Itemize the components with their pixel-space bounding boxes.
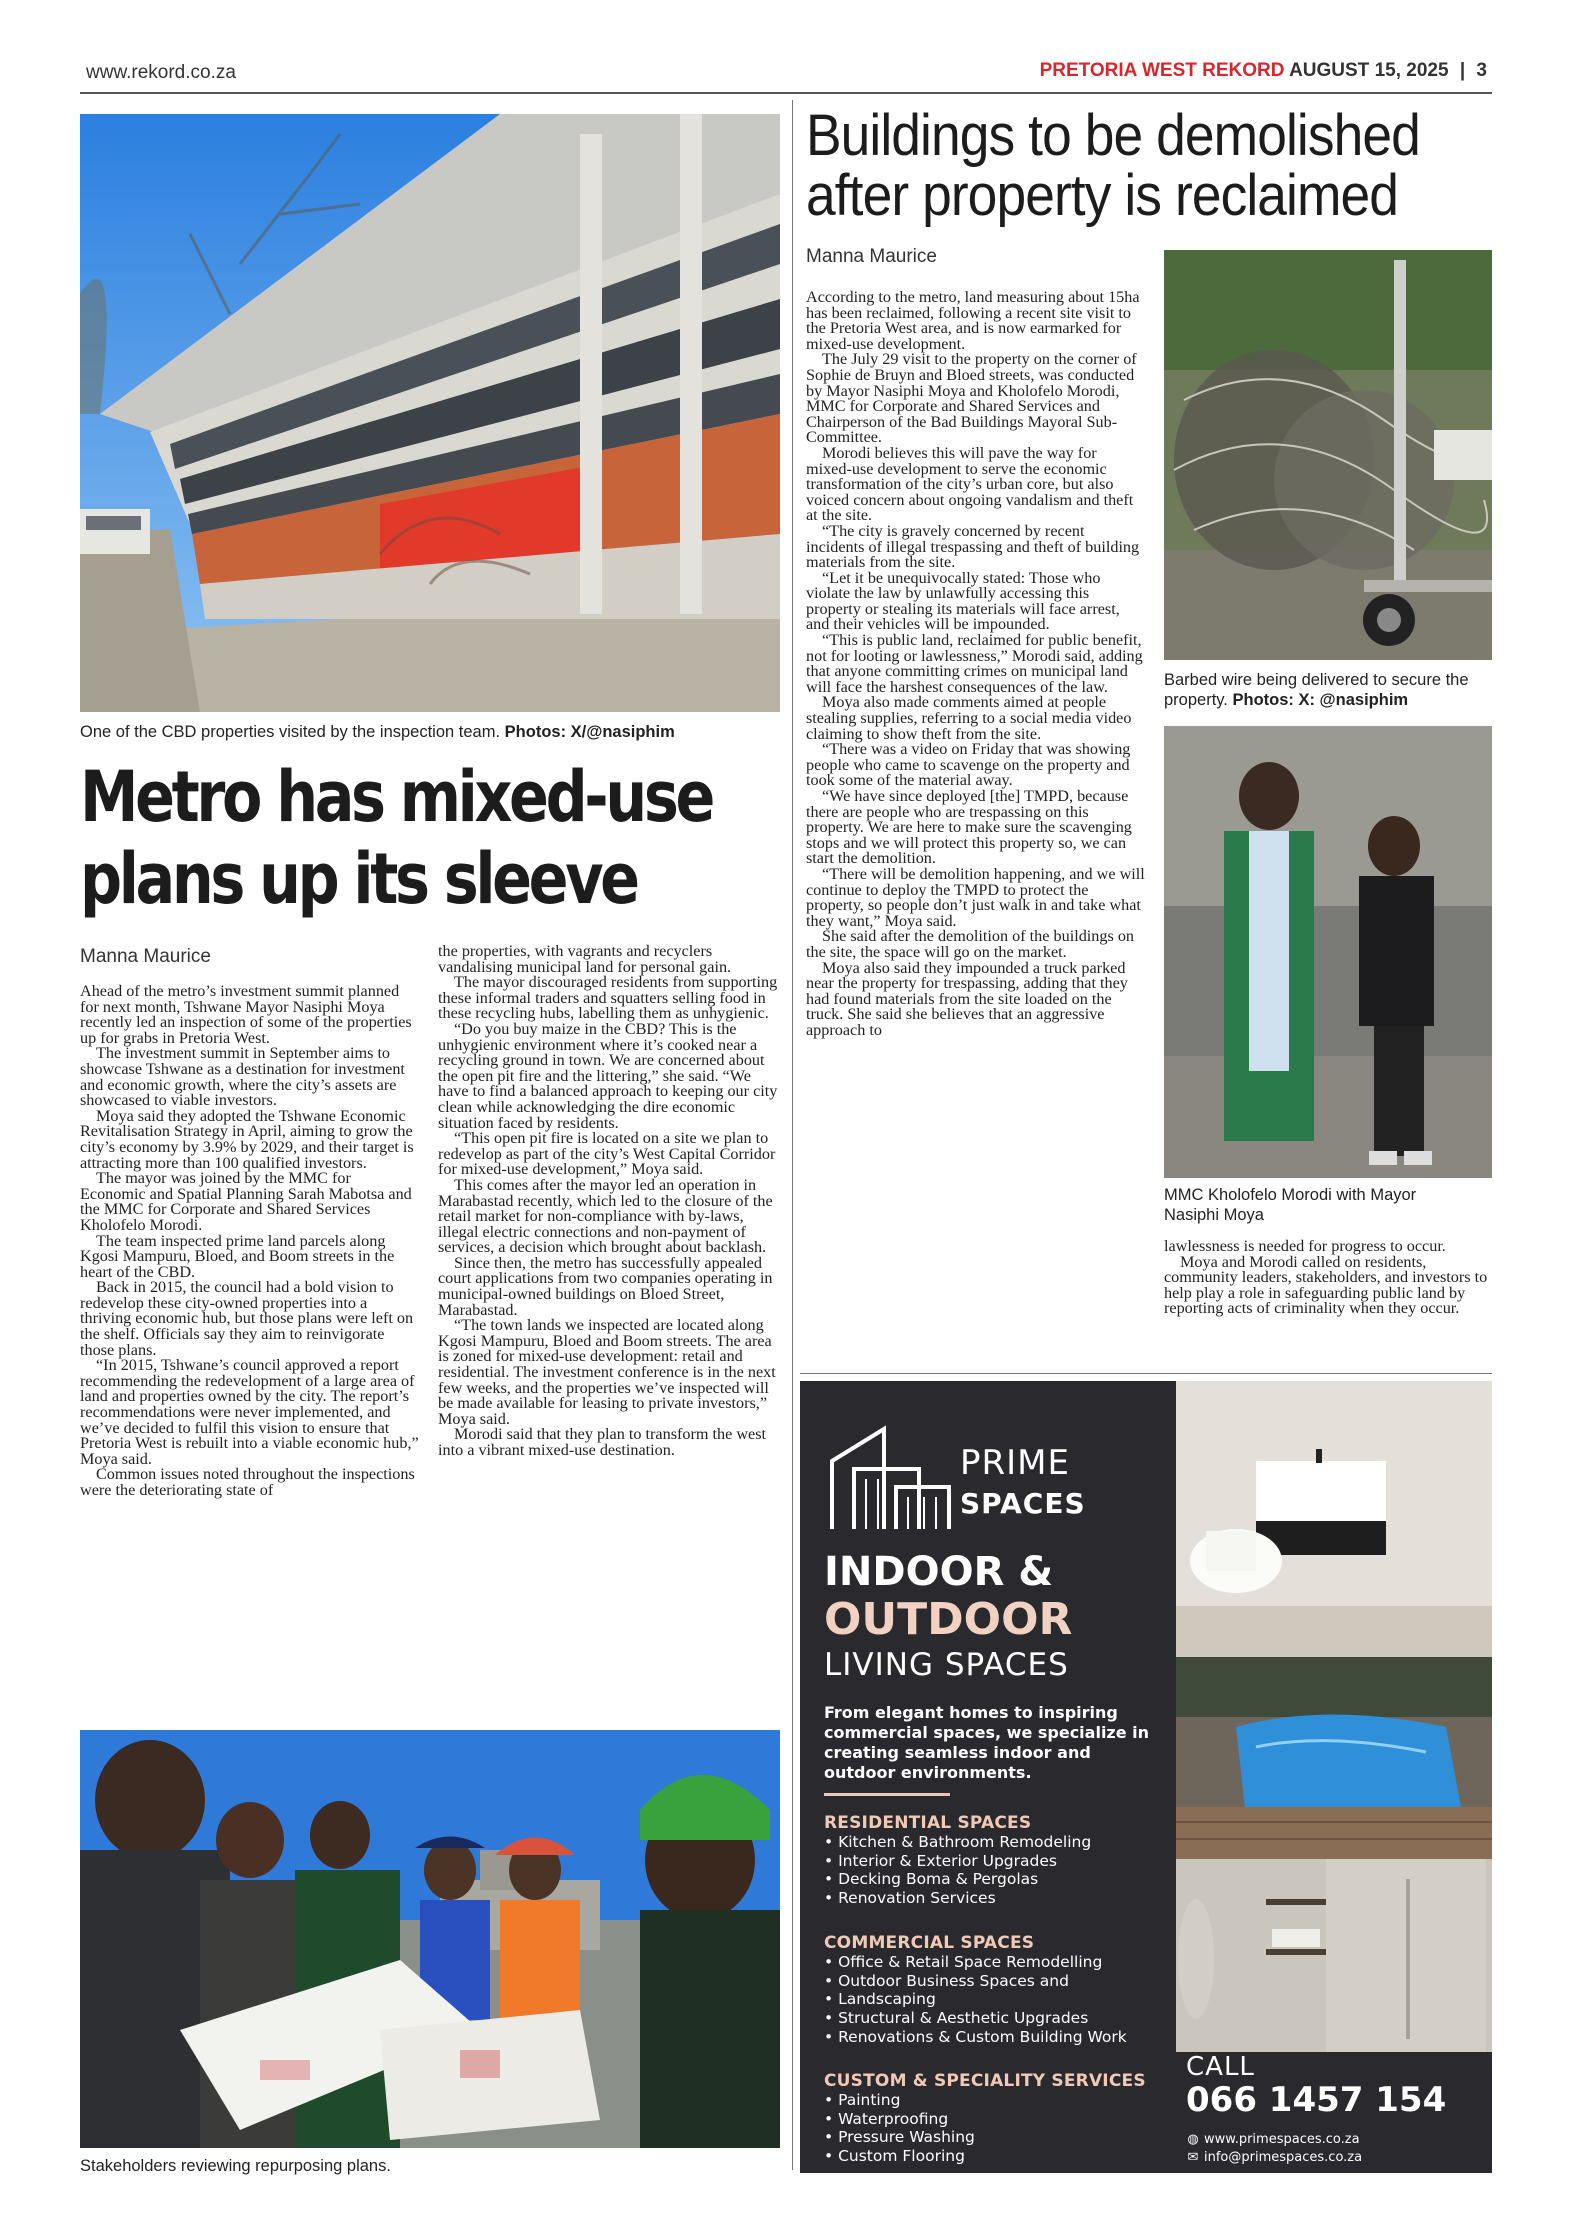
phone-number[interactable]: 066 1457 154 [1186,2080,1447,2120]
paragraph: Morodi believes this will pave the way for mixed-use development to serve the economic transformation of the city’s urban core, but also voiced concern about ongoing vandalism and theft at the site. [806,443,1134,525]
commercial-list [824,1953,1127,2047]
right-headline [806,103,1420,228]
publication-name: PRETORIA WEST REKORD [1039,60,1285,81]
left-headline-line2: plans up its sleeve [80,838,637,920]
header-separator: | [1459,60,1466,81]
barbed-wire-illustration [1164,250,1492,660]
paragraph: “Do you buy maize in the CBD? This is the unhygienic environment where it’s cooked near a recycling ground in town. We are concerned about the open pit fire and the littering,” she said. “We have to find a balanced approach to keeping our city clean while acknowledging the dire economic situation faced by residents. [438,1019,778,1132]
paragraph: Back in 2015, the council had a bold vision to redevelop these city-owned properties into a thriving economic hub, but those plans were left on the shelf. Officials say they aim to reinvigorate those plans. [80,1278,414,1359]
brand-line2: SPACES [960,1487,1086,1520]
right-byline: Manna Maurice [806,246,937,267]
paragraph: “We have since deployed [the] TMPD, because there are people who are trespassing on this property. We are here to make sure the scavenging stops and we will protect this property so, we can start the demolition. [806,787,1132,868]
paragraph: Morodi said that they plan to transform the west into a vibrant mixed-use destination. [438,1425,766,1459]
column-divider [792,100,793,2170]
paragraph: Moya said they adopted the Tshwane Economic Revitalisation Strategy in April, aiming to grow the city’s economy by 3.9% by 2029, and their target is attracting more than 100 qualified investors. [80,1106,414,1172]
advert-divider [800,1373,1492,1374]
list-item: • Office & Retail Space Remodelling [824,1953,1127,1972]
ad-heading1: INDOOR & [824,1549,1054,1595]
list-item: • Outdoor Business Spaces and [824,1972,1127,1991]
list-item: • Painting [824,2091,975,2110]
paragraph: The mayor was joined by the MMC for Economic and Spatial Planning Sarah Mabotsa and the MMC for Corporate and Shared Services Kholofelo Morodi. [80,1169,412,1234]
pool-illustration [1176,1657,1492,1859]
site-url: www.rekord.co.za [86,62,236,83]
page-header-info [1040,60,1487,82]
paragraph: the properties, with vagrants and recyclers vandalising municipal land for personal gain. [438,942,732,976]
left-article-col1 [80,984,420,1499]
paragraph: “This is public land, reclaimed for public benefit, not for looting or lawlessness,” Morodi said, adding that anyone committing crimes on municipal land will face the harshest consequences of the law. [806,631,1143,696]
residential-title: RESIDENTIAL SPACES [824,1813,1032,1833]
right-headline-line1: Buildings to be demolished [806,103,1420,168]
paragraph: Common issues noted throughout the inspections were the deteriorating state of [80,1465,415,1499]
paragraph: “There will be demolition happening, and we will continue to deploy the TMPD to protect the property, so people don’t just walk in and take what they want,” Moya said. [806,864,1145,930]
list-item: • Decking Boma & Pergolas [824,1870,1091,1889]
caption-text: Barbed wire being delivered to secure the property. [1164,671,1469,709]
list-item: • Custom Flooring [824,2147,975,2166]
right-headline-line2: after property is reclaimed [806,163,1399,228]
stakeholders-illustration [80,1730,780,2148]
paragraph: The mayor discouraged residents from supporting these informal traders and squatters selling food in these recycling hubs, labelling them as unhygienic. [438,973,778,1023]
list-item: • Structural & Aesthetic Upgrades [824,2009,1127,2028]
paragraph: lawlessness is needed for progress to occur. [1164,1237,1446,1255]
left-headline [80,756,712,920]
globe-icon: ◍ [1187,2132,1199,2147]
left-article-col2 [438,944,780,1459]
residential-list [824,1833,1091,1908]
building-photo [80,114,780,712]
bathroom-illustration [1176,1381,1492,1657]
custom-list [824,2091,975,2166]
shower-illustration [1176,1859,1492,2052]
email-row [1186,2150,1362,2165]
envelope-icon: ✉ [1187,2150,1199,2165]
paragraph: She said after the demolition of the buildings on the site, the space will go on the market. [806,927,1135,961]
paragraph: The July 29 visit to the property on the corner of Sophie de Bruyn and Bloed streets, was conducted by Mayor Nasiphi Moya and Kholofelo Morodi, MMC for Corporate and Shared Services and Chairperson of the Bad Buildings Mayoral Sub-Committee. [806,350,1137,447]
bathroom-photo [1176,1381,1492,1657]
list-item: • Renovations & Custom Building Work [824,2028,1127,2047]
email-link[interactable]: info@primespaces.co.za [1204,2150,1363,2165]
ad-heading2: OUTDOOR [824,1594,1073,1645]
right-article-col1 [806,290,1146,1039]
website-row [1186,2132,1360,2147]
commercial-title: COMMERCIAL SPACES [824,1933,1035,1953]
ad-intro-text: From elegant homes to inspiring commercial spaces, we specialize in creating seamless indoor and outdoor environments. [824,1703,1150,1782]
paragraph: The team inspected prime land parcels along Kgosi Mampuru, Bloed, and Boom streets in the heart of the CBD. [80,1231,395,1281]
building-illustration [80,114,780,712]
paragraph: “This open pit fire is located on a site we plan to redevelop as part of the city’s West Capital Corridor for mixed-use development,” Moya said. [438,1129,776,1179]
paragraph: Moya also said they impounded a truck parked near the property for trespassing, adding that they had found materials from the site loaded on the truck. She said she believes that an aggressive approach to [806,958,1128,1039]
paragraph: “The town lands we inspected are located along Kgosi Mampuru, Bloed and Boom streets. The area is zoned for mixed-use development: retail and residential. The investment conference is in the next few weeks, and the properties we’ve inspected will be made available for leasing to private investors,” Moya said. [438,1316,776,1428]
paragraph: Since then, the metro has successfully appealed court applications from two companies operating in municipal-owned buildings on Bloed Street, Marabastad. [438,1253,773,1319]
pool-photo [1176,1657,1492,1859]
paragraph: Moya and Morodi called on residents, community leaders, stakeholders, and investors to help play a role in safeguarding public land by reporting acts of criminality when they occur. [1164,1252,1488,1318]
shower-photo [1176,1859,1492,2052]
photo-credit: Photos: X/@nasiphim [504,723,675,741]
advert-panel [800,1381,1176,2173]
left-byline: Manna Maurice [80,946,211,967]
ad-rule [824,1793,950,1796]
paragraph: “The city is gravely concerned by recent incidents of illegal trespassing and theft of building materials from the site. [806,521,1140,572]
stakeholders-photo [80,1730,780,2148]
prime-spaces-logo-icon [824,1421,954,1531]
officials-illustration [1164,726,1492,1178]
stakeholders-caption: Stakeholders reviewing repurposing plans. [80,2157,391,2175]
paragraph: Ahead of the metro’s investment summit planned for next month, Tshwane Mayor Nasiphi Moya recently led an inspection of some of the properties up for grabs in Pretoria West. [80,982,412,1047]
paragraph: The investment summit in September aims to showcase Tshwane as a destination for investment and economic growth, where the city’s assets are showcased to viable investors. [80,1044,405,1110]
brand-line1: PRIME [960,1443,1070,1483]
custom-title: CUSTOM & SPECIALITY SERVICES [824,2071,1146,2091]
page-number: 3 [1476,60,1487,81]
list-item: • Kitchen & Bathroom Remodeling [824,1833,1091,1852]
photo-credit: Photos: X: @nasiphim [1232,691,1409,709]
building-photo-caption [80,722,780,742]
list-item: • Interior & Exterior Upgrades [824,1852,1091,1871]
right-article-col2 [1164,1239,1492,1317]
officials-caption: MMC Kholofelo Morodi with Mayor Nasiphi Moya [1164,1186,1417,1224]
list-item: • Waterproofing [824,2110,975,2129]
paragraph: Moya also made comments aimed at people stealing supplies, referring to a social media video claiming to show theft from the site. [806,693,1132,743]
paragraph: “There was a video on Friday that was showing people who came to scavenge on the property and took some of the material away. [806,740,1131,790]
call-label: CALL [1186,2052,1255,2082]
issue-date: AUGUST 15, 2025 [1289,60,1449,81]
list-item: • Pressure Washing [824,2128,975,2147]
paragraph: “Let it be unequivocally stated: Those who violate the law by unlawfully accessing this property or stealing its materials will face arrest, and their vehicles will be impounded. [806,568,1120,634]
barbed-wire-caption [1164,670,1492,710]
header-rule [80,92,1492,94]
list-item: • Landscaping [824,1990,1127,2009]
ad-heading3: LIVING SPACES [824,1647,1069,1683]
barbed-wire-photo [1164,250,1492,660]
call-strip [1176,2052,1492,2173]
left-headline-line1: Metro has mixed-use [80,756,713,838]
paragraph: This comes after the mayor led an operation in Marabastad recently, which led to the closure of the retail market for non-compliance with by-laws, illegal electric connections and non-payment of services, a decision which brought about backlash. [438,1175,773,1257]
officials-photo [1164,726,1492,1178]
list-item: • Renovation Services [824,1889,1091,1908]
caption-text: One of the CBD properties visited by the inspection team. [80,723,501,741]
paragraph: According to the metro, land measuring about 15ha has been reclaimed, following a recent site visit to the Pretoria West area, and is now earmarked for mixed-use development. [806,288,1140,353]
paragraph: “In 2015, Tshwane’s council approved a report recommending the redevelopment of a large area of land and properties owned by the city. The report’s recommendations were never implemented, and we’ve decided to fulfil this vision to ensure that Pretoria West is rebuilt into a viable economic hub,” Moya said. [80,1356,419,1468]
website-link[interactable]: www.primespaces.co.za [1204,2132,1360,2147]
